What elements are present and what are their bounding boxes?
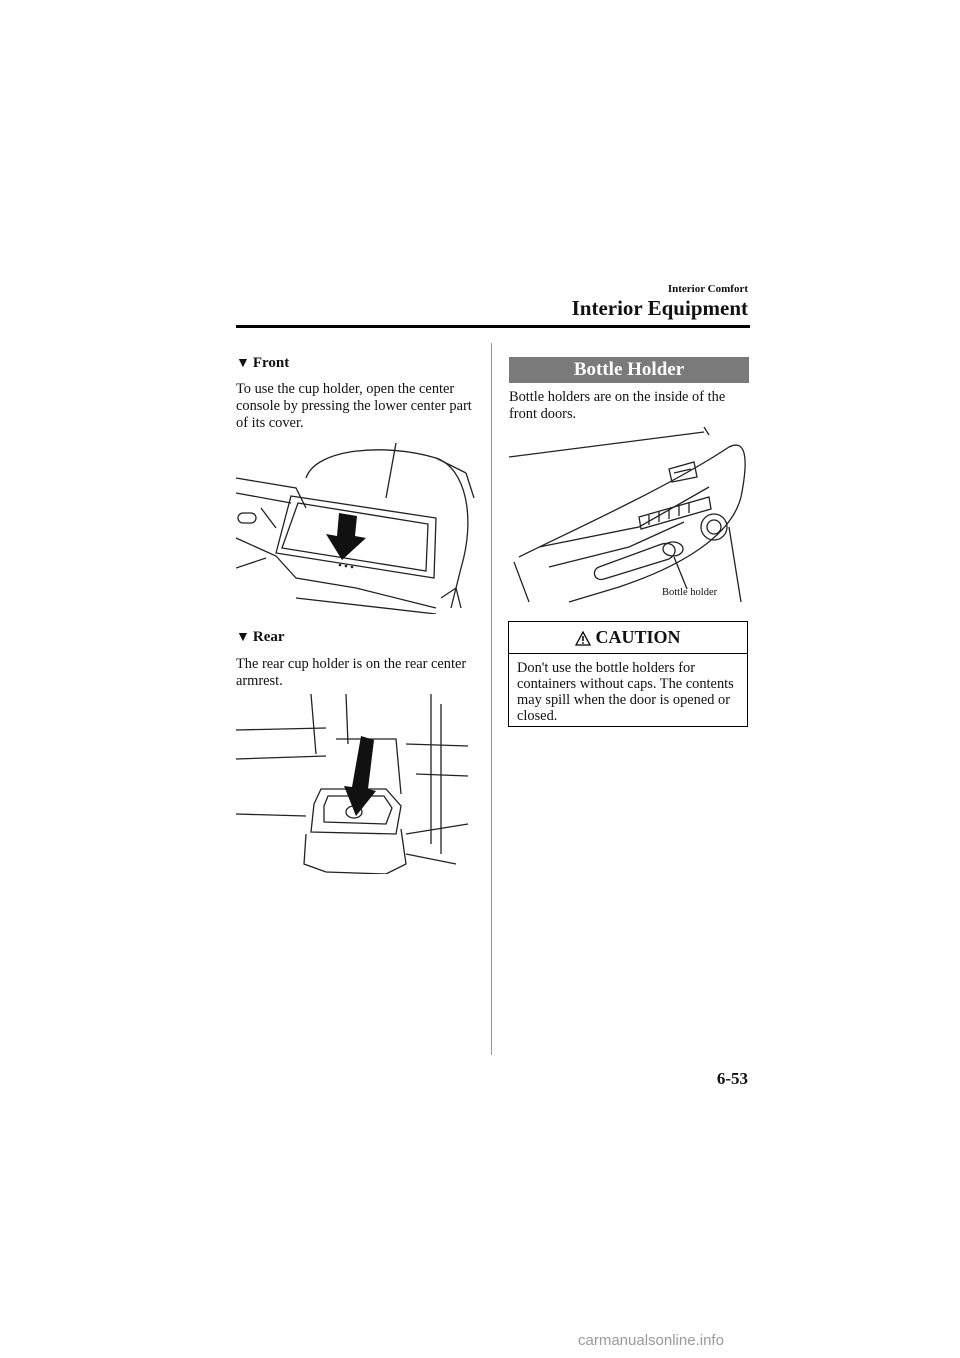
front-heading: ▼ Front <box>236 355 290 371</box>
watermark: carmanualsonline.info <box>578 1332 724 1349</box>
rear-heading: ▼ Rear <box>236 629 285 645</box>
front-console-illustration <box>236 438 476 614</box>
page-number: 6-53 <box>716 1069 748 1088</box>
bottle-holder-label: Bottle holder <box>662 587 718 598</box>
caution-box <box>508 621 748 727</box>
rear-paragraph: The rear cup holder is on the rear center armrest. <box>236 656 467 689</box>
header-rule <box>236 325 750 328</box>
column-divider <box>491 343 492 1055</box>
section-subtitle: Interior Comfort <box>667 283 748 295</box>
caution-title: CAUTION <box>595 627 681 647</box>
triangle-marker-icon: ▼ <box>236 630 250 645</box>
triangle-marker-icon: ▼ <box>236 356 250 371</box>
section-title: Interior Equipment <box>571 296 748 320</box>
caution-text: Don't use the bottle holders for containers without caps. The contents may spill when the door is opened or closed. <box>517 660 734 724</box>
bottle-holder-paragraph: Bottle holders are on the inside of the front doors. <box>509 389 726 422</box>
warning-triangle-icon <box>575 631 591 646</box>
bottle-holder-banner: Bottle Holder <box>509 357 749 383</box>
caution-header <box>509 622 747 654</box>
front-paragraph: To use the cup holder, open the center console by pressing the lower center part of its cover. <box>236 381 472 431</box>
door-bottle-holder-illustration <box>509 427 749 607</box>
rear-armrest-illustration <box>236 694 470 874</box>
